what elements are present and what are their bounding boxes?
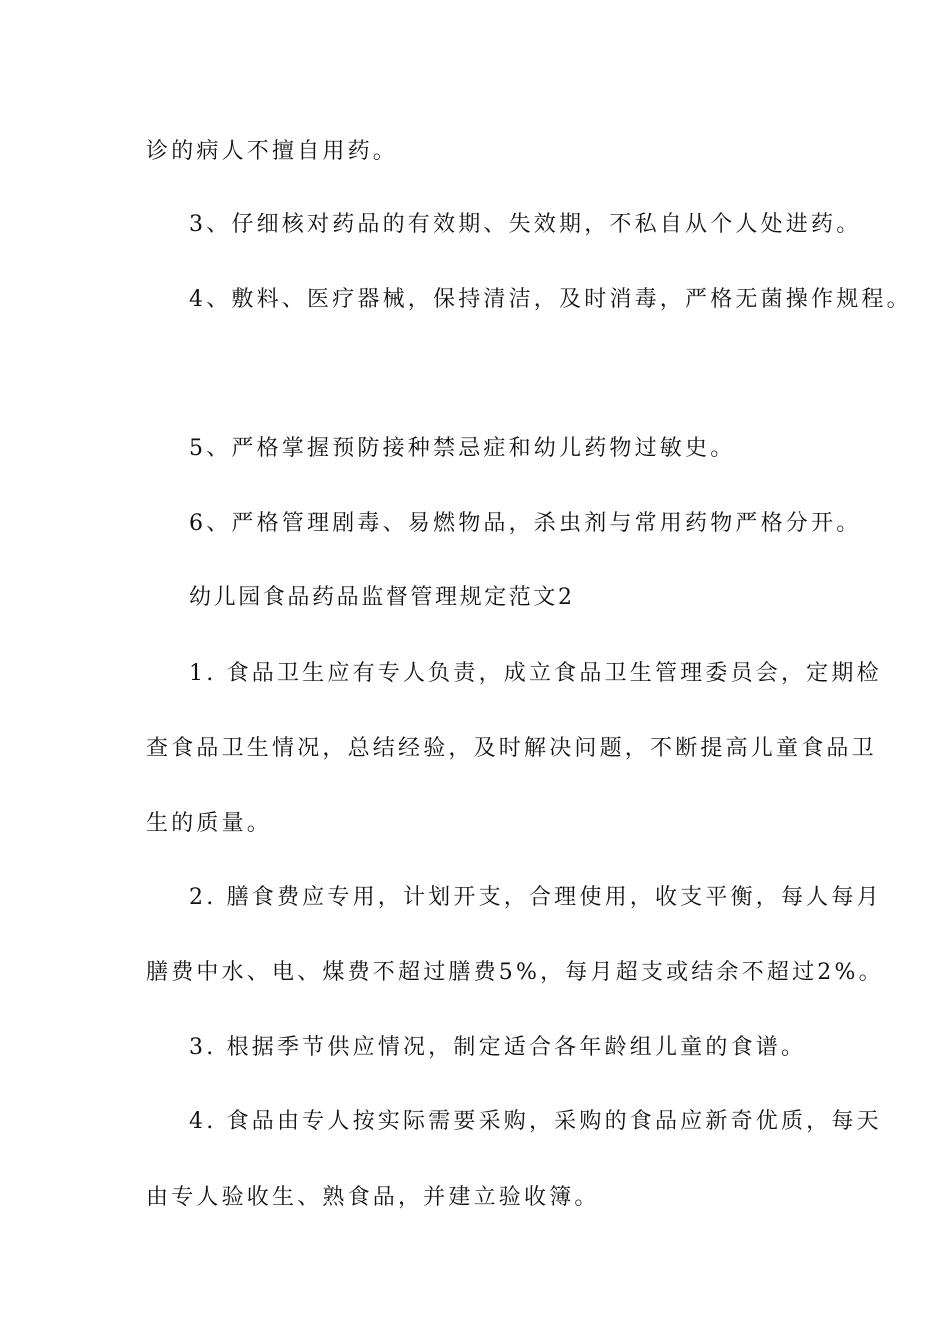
list-item: 5、严格掌握预防接种禁忌症和幼儿药物过敏史。	[189, 436, 736, 461]
list-item: 3、仔细核对药品的有效期、失效期，不私自从个人处进药。	[189, 212, 862, 237]
list-item: 2. 膳食费应专用，计划开支，合理使用，收支平衡，每人每月	[189, 885, 882, 910]
text-line: 生的质量。	[146, 811, 273, 836]
list-item: 3. 根据季节供应情况，制定适合各年龄组儿童的食谱。	[189, 1035, 807, 1060]
list-item: 4. 食品由专人按实际需要采购，采购的食品应新奇优质，每天	[189, 1109, 882, 1134]
list-item: 6、严格管理剧毒、易燃物品，杀虫剂与常用药物严格分开。	[189, 511, 862, 536]
section-title: 幼儿园食品药品监督管理规定范文2	[189, 585, 575, 610]
text-line: 由专人验收生、熟食品，并建立验收簿。	[146, 1185, 600, 1210]
text-line: 膳费中水、电、煤费不超过膳费5%，每月超支或结余不超过2%。	[146, 960, 884, 985]
list-item: 4、敷料、医疗器械，保持清洁，及时消毒，严格无菌操作规程。	[189, 287, 912, 312]
text-line: 诊的病人不擅自用药。	[146, 139, 399, 164]
list-item: 1. 食品卫生应有专人负责，成立食品卫生管理委员会，定期检	[189, 661, 882, 686]
text-line: 查食品卫生情况，总结经验，及时解决问题，不断提高儿童食品卫	[146, 736, 877, 761]
